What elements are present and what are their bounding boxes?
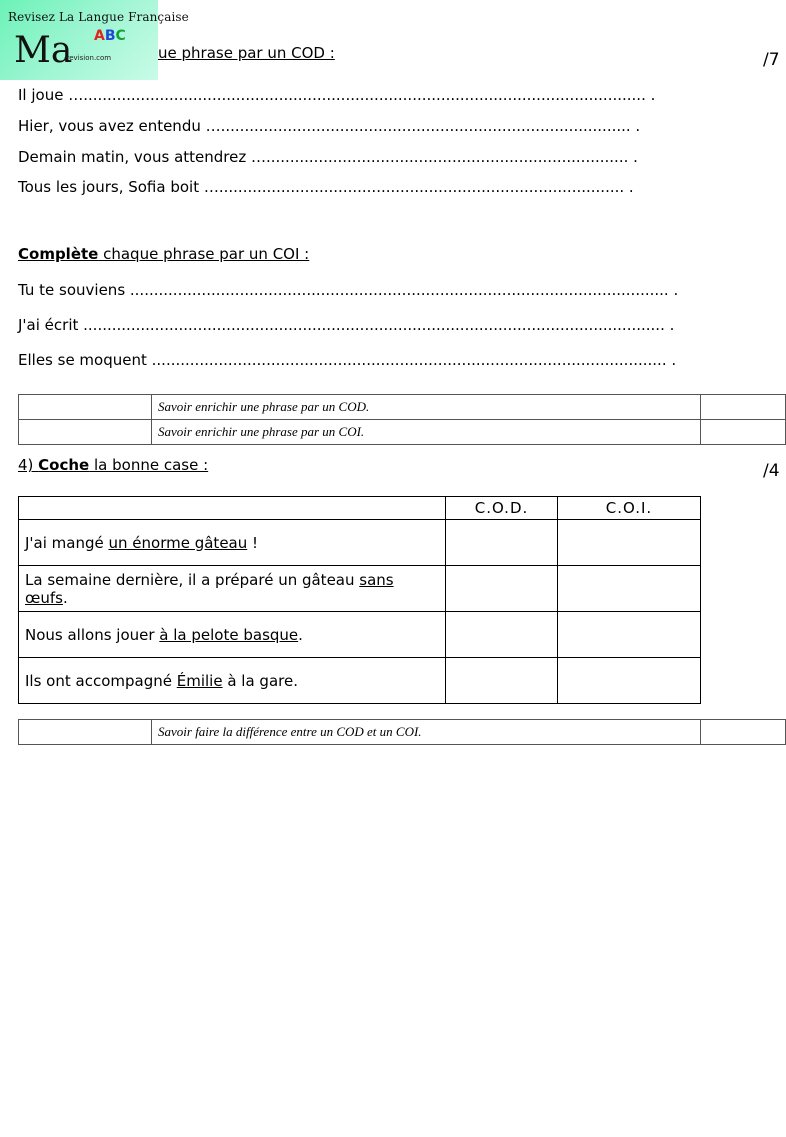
coche-row — [19, 520, 701, 566]
cod-line-3: Demain matin, vous attendrez …............................................................................ . — [18, 148, 638, 166]
cod-checkbox-cell[interactable] — [446, 520, 558, 566]
sentence-post: ! — [247, 533, 259, 552]
coche-sentence — [19, 520, 446, 566]
coi-checkbox-cell[interactable] — [558, 520, 701, 566]
logo-tagline: Revisez La Langue Française — [8, 10, 189, 24]
skill-empty-cell — [19, 720, 152, 745]
logo-abc-letters — [94, 28, 126, 44]
skill-label: Savoir faire la différence entre un COD et un COI. — [152, 720, 701, 745]
skill-row — [19, 420, 786, 445]
sentence-pre: Ils ont accompagné — [25, 671, 177, 690]
coche-heading-bold: Coche — [38, 456, 90, 474]
coche-row — [19, 566, 701, 612]
coche-score: /4 — [763, 461, 780, 481]
col-coi-header: C.O.I. — [558, 497, 701, 520]
logo-big-text: Ma — [14, 30, 73, 71]
sentence-underlined: un énorme gâteau — [108, 533, 248, 552]
sentence-pre: Nous allons jouer — [25, 625, 160, 644]
logo-letter-a: A — [94, 28, 105, 44]
sentence-post: . — [298, 625, 303, 644]
coche-sentence — [19, 566, 446, 612]
logo-letter-b: B — [104, 28, 116, 44]
coi-checkbox-cell[interactable] — [558, 612, 701, 658]
skills-table-1 — [18, 394, 786, 445]
sentence-underlined: sans œufs — [25, 570, 394, 607]
logo-letter-c: C — [115, 28, 126, 44]
coi-checkbox-cell[interactable] — [558, 566, 701, 612]
cod-checkbox-cell[interactable] — [446, 612, 558, 658]
coche-sentence — [19, 612, 446, 658]
site-logo — [0, 0, 189, 80]
skill-result-cell[interactable] — [701, 720, 786, 745]
logo-small-text: -revision.com — [64, 54, 112, 62]
coche-row — [19, 612, 701, 658]
coi-heading — [18, 245, 309, 263]
sentence-post: à la gare. — [222, 671, 298, 690]
sentence-post: . — [62, 588, 68, 607]
coche-header-empty — [19, 497, 446, 520]
coi-line-2: J'ai écrit .......................................................................................................................... . — [18, 316, 675, 334]
col-cod-header: C.O.D. — [446, 497, 558, 520]
cod-line-4: Tous les jours, Sofia boit …..................................................................................... . — [18, 178, 634, 196]
skill-row — [19, 720, 786, 745]
sentence-underlined: Émilie — [176, 671, 223, 690]
cod-checkbox-cell[interactable] — [446, 566, 558, 612]
coi-line-3: Elles se moquent ............................................................................................................ . — [18, 351, 677, 369]
cod-line-1: Il joue …...................................................................................................................... . — [18, 86, 656, 104]
cod-score: /7 — [763, 50, 780, 70]
coi-heading-bold: Complète — [18, 245, 99, 263]
cod-checkbox-cell[interactable] — [446, 658, 558, 704]
cod-line-2: Hier, vous avez entendu …...................................................................................... . — [18, 117, 641, 135]
skill-label: Savoir enrichir une phrase par un COD. — [152, 395, 701, 420]
coche-header-row — [19, 497, 701, 520]
coi-line-1: Tu te souviens ................................................................................................................. . — [18, 281, 679, 299]
coche-row — [19, 658, 701, 704]
coche-heading — [18, 456, 208, 474]
sentence-underlined: à la pelote basque — [159, 625, 299, 644]
sentence-pre: La semaine dernière, il a préparé un gâteau — [25, 570, 360, 589]
skill-result-cell[interactable] — [701, 395, 786, 420]
skill-label: Savoir enrichir une phrase par un COI. — [152, 420, 701, 445]
coche-sentence — [19, 658, 446, 704]
skill-row — [19, 395, 786, 420]
skill-empty-cell — [19, 420, 152, 445]
skill-result-cell[interactable] — [701, 420, 786, 445]
coi-checkbox-cell[interactable] — [558, 658, 701, 704]
cod-heading-text: ue phrase par un COD : — [158, 44, 335, 62]
coche-heading-num: 4) — [18, 456, 39, 474]
coche-heading-rest: la bonne case : — [89, 456, 209, 474]
coi-heading-rest: chaque phrase par un COI : — [98, 245, 310, 263]
skills-table-2 — [18, 719, 786, 745]
coche-table — [18, 496, 701, 704]
sentence-pre: J'ai mangé — [25, 533, 109, 552]
cod-heading — [158, 44, 335, 62]
skill-empty-cell — [19, 395, 152, 420]
